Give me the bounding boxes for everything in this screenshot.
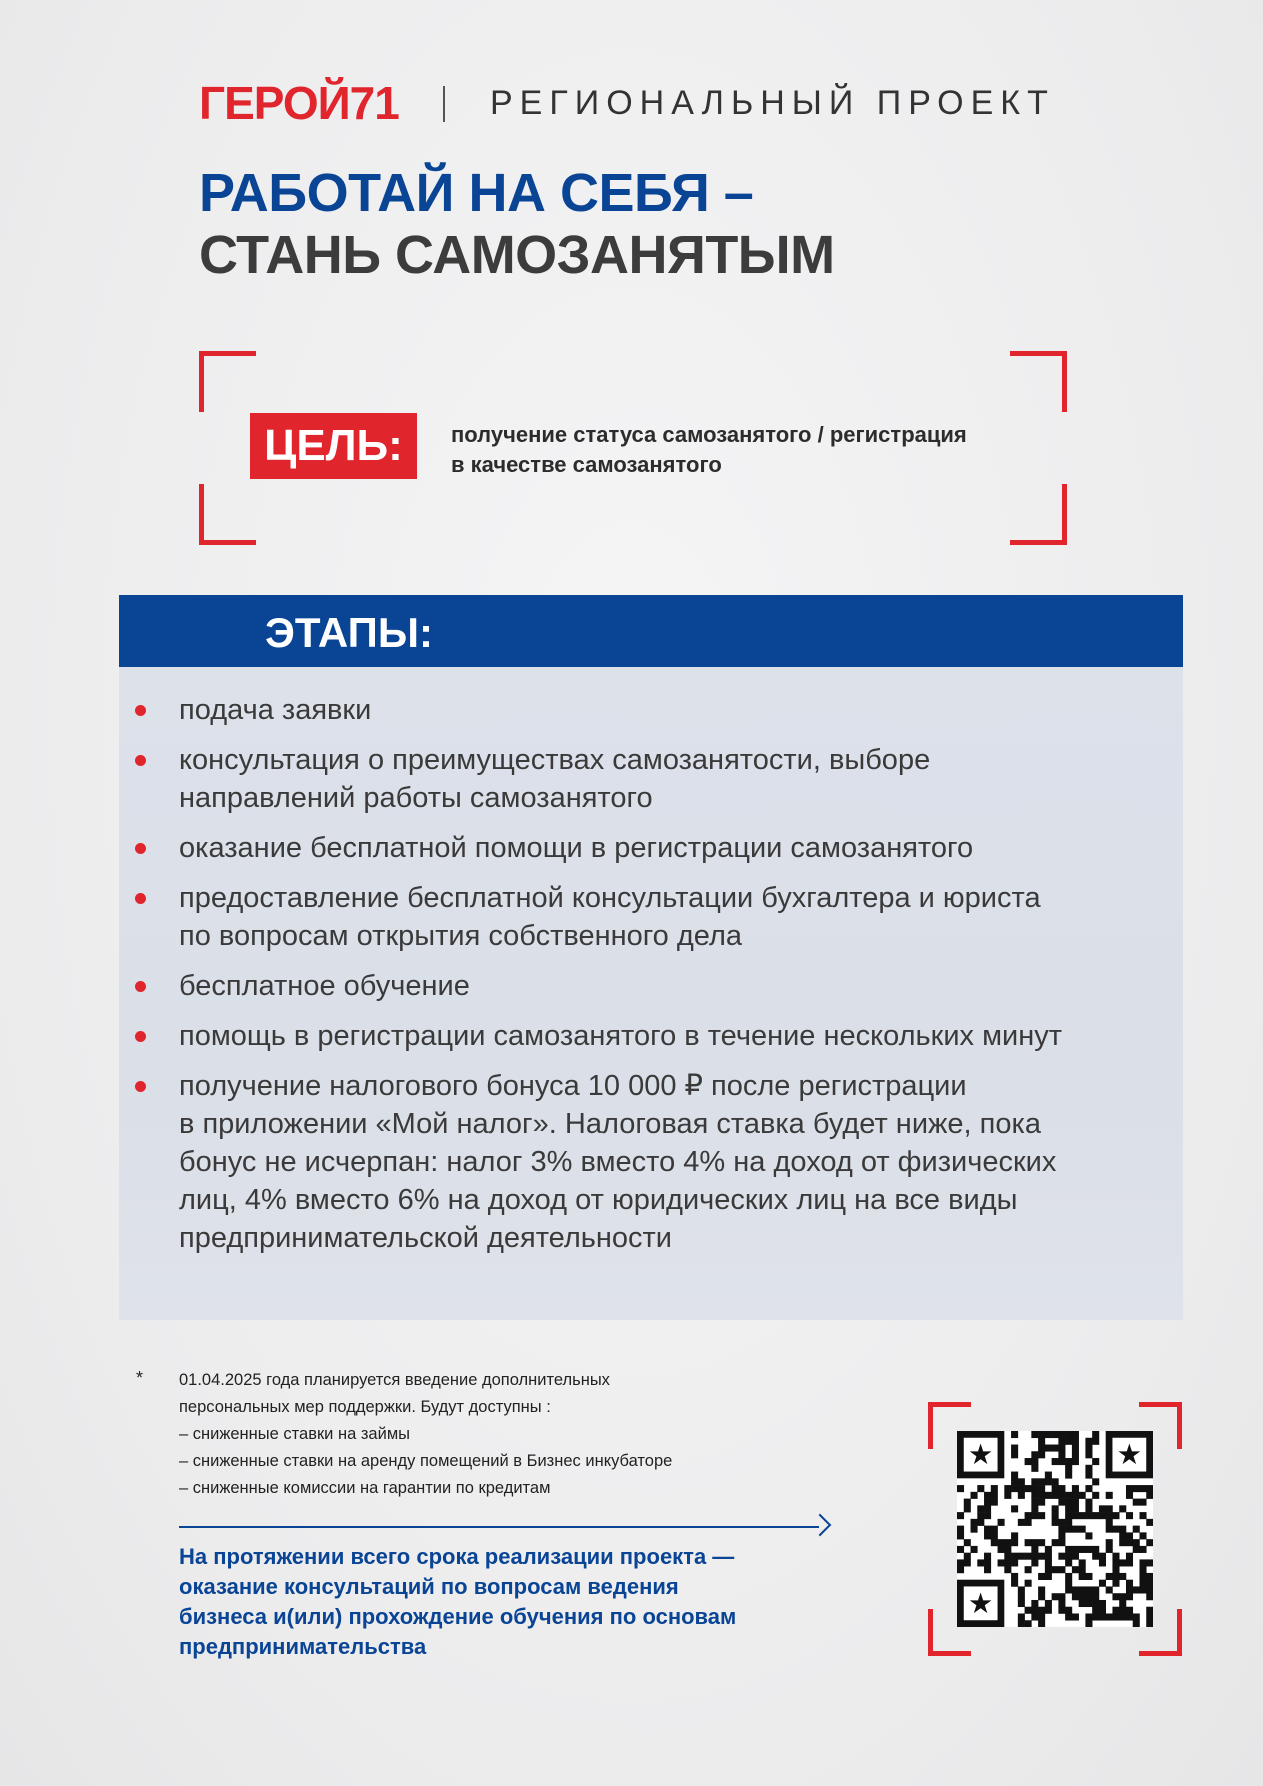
svg-text:★: ★ bbox=[967, 1586, 994, 1620]
stage-item-line: направлений работы самозанятого bbox=[179, 782, 653, 814]
goal-description bbox=[451, 420, 1011, 480]
qr-code-block bbox=[928, 1402, 1182, 1656]
bullet-dot-icon bbox=[135, 843, 146, 854]
bullet-dot-icon bbox=[135, 893, 146, 904]
stage-item bbox=[119, 879, 1183, 955]
svg-text:★: ★ bbox=[1116, 1438, 1143, 1472]
goal-description-line: в качестве самозанятого bbox=[451, 452, 722, 477]
stage-item-line: подача заявки bbox=[179, 694, 372, 726]
footnote-marker: * bbox=[136, 1368, 144, 1388]
stage-item-line: лиц, 4% вместо 6% на доход от юридических лиц на все виды bbox=[179, 1184, 1018, 1216]
project-label: РЕГИОНАЛЬНЫЙ ПРОЕКТ bbox=[490, 84, 1055, 122]
footnote-line: персональных мер поддержки. Будут доступны : bbox=[179, 1398, 551, 1416]
stage-item bbox=[119, 691, 1183, 729]
header-divider bbox=[443, 86, 445, 122]
stage-item-line: в приложении «Мой налог». Налоговая ставка будет ниже, пока bbox=[179, 1108, 1041, 1140]
goal-frame-corner-top-right bbox=[1010, 351, 1067, 412]
stage-item-line: консультация о преимуществах самозанятости, выборе bbox=[179, 744, 931, 776]
stage-item-line: по вопросам открытия собственного дела bbox=[179, 920, 743, 952]
stage-item bbox=[119, 1067, 1183, 1257]
svg-text:★: ★ bbox=[967, 1438, 994, 1472]
bottom-statement bbox=[179, 1542, 799, 1662]
footnote bbox=[179, 1367, 779, 1502]
goal-label-badge bbox=[250, 413, 417, 479]
goal-label: ЦЕЛЬ: bbox=[264, 421, 403, 470]
stage-item-line: предпринимательской деятельности bbox=[179, 1222, 672, 1254]
bottom-statement-line: оказание консультаций по вопросам ведения bbox=[179, 1574, 679, 1599]
bullet-dot-icon bbox=[135, 705, 146, 716]
stage-item bbox=[119, 741, 1183, 817]
goal-frame-corner-bottom-left bbox=[199, 484, 256, 545]
stage-item-line: помощь в регистрации самозанятого в течение нескольких минут bbox=[179, 1020, 1063, 1052]
arrow-line bbox=[179, 1526, 819, 1528]
stages-list bbox=[119, 691, 1183, 1269]
stage-item-line: оказание бесплатной помощи в регистрации самозанятого bbox=[179, 832, 974, 864]
bottom-statement-line: На протяжении всего срока реализации проекта — bbox=[179, 1544, 735, 1569]
stages-title: ЭТАПЫ: bbox=[265, 609, 433, 656]
page-title-line2: СТАНЬ САМОЗАНЯТЫМ bbox=[199, 225, 835, 285]
stage-item bbox=[119, 829, 1183, 867]
qr-code-icon[interactable] bbox=[957, 1431, 1153, 1627]
goal-frame-corner-bottom-right bbox=[1010, 484, 1067, 545]
goal-frame-corner-top-left bbox=[199, 351, 256, 412]
footnote-line: – сниженные комиссии на гарантии по кредитам bbox=[179, 1479, 551, 1497]
stage-item-line: бонус не исчерпан: налог 3% вместо 4% на доход от физических bbox=[179, 1146, 1057, 1178]
stage-item-line: бесплатное обучение bbox=[179, 970, 470, 1002]
bullet-dot-icon bbox=[135, 981, 146, 992]
stage-item-line: предоставление бесплатной консультации бухгалтера и юриста bbox=[179, 882, 1041, 914]
stages-header bbox=[119, 595, 1183, 667]
page-title-line1: РАБОТАЙ НА СЕБЯ – bbox=[199, 163, 754, 223]
goal-description-line: получение статуса самозанятого / регистрация bbox=[451, 422, 967, 447]
arrow-right-icon bbox=[809, 1514, 832, 1537]
bullet-dot-icon bbox=[135, 1031, 146, 1042]
logo-geroy71: ГЕРОЙ71 bbox=[199, 77, 399, 129]
bullet-dot-icon bbox=[135, 1081, 146, 1092]
stage-item bbox=[119, 1017, 1183, 1055]
footnote-line: 01.04.2025 года планируется введение дополнительных bbox=[179, 1371, 610, 1389]
stages-body bbox=[119, 667, 1183, 1320]
footnote-line: – сниженные ставки на аренду помещений в Бизнес инкубаторе bbox=[179, 1452, 673, 1470]
bottom-statement-line: бизнеса и(или) прохождение обучения по основам bbox=[179, 1604, 737, 1629]
bullet-dot-icon bbox=[135, 755, 146, 766]
bottom-statement-line: предпринимательства bbox=[179, 1634, 427, 1659]
stage-item bbox=[119, 967, 1183, 1005]
footnote-line: – сниженные ставки на займы bbox=[179, 1425, 411, 1443]
stage-item-line: получение налогового бонуса 10 000 ₽ после регистрации bbox=[179, 1070, 967, 1102]
